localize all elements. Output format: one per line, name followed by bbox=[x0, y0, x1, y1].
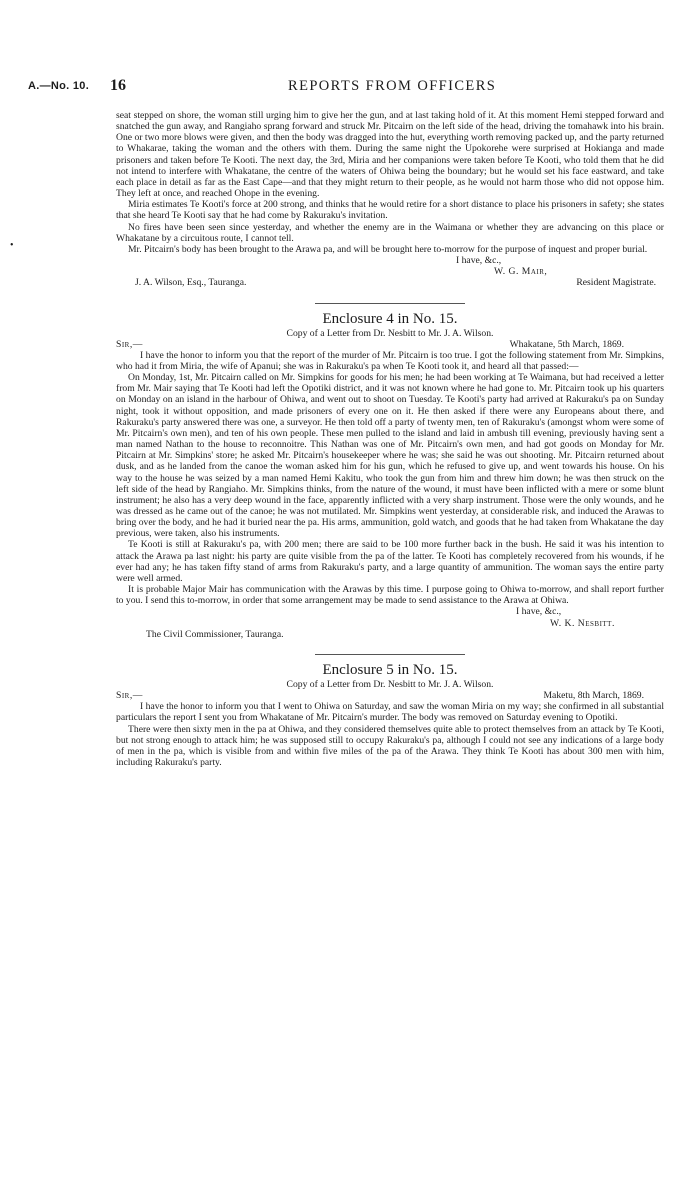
page-header bbox=[28, 77, 668, 100]
salutation: Sir,— bbox=[116, 338, 143, 350]
salutation: Sir,— bbox=[116, 690, 143, 702]
addressee: J. A. Wilson, Esq., Tauranga. bbox=[135, 277, 247, 289]
place-date: Whakatane, 5th March, 1869. bbox=[509, 338, 624, 350]
addressee: The Civil Commissioner, Tauranga. bbox=[146, 628, 284, 640]
paragraph: I have the honor to inform you that the report of the murder of Mr. Pitcairn is too true. I got the following statement from Mr. Simpkins, who had it from Miria, the wife of Apanui; she was in Rakuraku's pa when Te Kooti took it, and heard all that passed:— bbox=[116, 349, 664, 372]
paragraph: I have the honor to inform you that I went to Ohiwa on Saturday, and saw the woman Miria on my way; she confirmed in all substantial particulars the report I sent you from Whakatane of Mr. Pitcairn's murder. The body was removed on Saturday evening to Opotiki. bbox=[116, 701, 664, 724]
document-reference: A.—No. 10. bbox=[28, 80, 90, 92]
paragraph: There were then sixty men in the pa at Ohiwa, and they considered themselves quite able to protect themselves from an attack by Te Kooti, but not strong enough to attack him; he was supposed still to occupy Rakuraku's pa, although I could not see any indications of a large body of men in the pa, which is visible from and within five miles of the pa of the Arawa. They think Te Kooti has about 300 men with him, including Rakuraku's party. bbox=[116, 723, 664, 768]
body-text bbox=[116, 110, 664, 768]
closing: I have, &c., bbox=[456, 255, 502, 267]
signatory-title: Resident Magistrate. bbox=[576, 277, 656, 289]
paragraph: No fires have been seen since yesterday, and whether the enemy are in the Waimana or whether they are advancing on this place or Whakatane by a circuitous route, I cannot tell. bbox=[116, 221, 664, 244]
enclosure-5-title: Enclosure 5 in No. 15. bbox=[322, 661, 458, 678]
signatory-name: W. K. Nesbitt. bbox=[550, 617, 615, 629]
enclosure-5-subtitle: Copy of a Letter from Dr. Nesbitt to Mr. J. A. Wilson. bbox=[286, 678, 494, 690]
paragraph: Miria estimates Te Kooti's force at 200 strong, and thinks that he would retire for a short distance to place his prisoners in safety; she states that she heard Te Kooti say that he had come by Rakuraku's invitation. bbox=[116, 199, 664, 222]
paragraph: seat stepped on shore, the woman still urging him to give her the gun, and at last taking hold of it. At this moment Hemi stepped forward and snatched the gun away, and Rangiaho sprang forward and struck Mr. Pitcairn on the left side of the head, driving the tomahawk into his brain. One or two more blows were given, and then the body was dragged into the hut, everything worth removing packed up, and the party returned to Whakarae, taking the woman and the others with them. During the same night the Upokorehe were surprised at Hokianga and made prisoners and taken before Te Kooti. The next day, the 3rd, Miria and her companions were taken before Te Kooti, who told them that he did not intend to interfere with Whakatane, the centre of the waters of Ohiwa being the boundary; but he would set his face eastward, and take each place in detail as far as the East Cape—and that they might return to their people, as he would not harm those who did not oppose him. They left at once, and reached Ohope in the evening. bbox=[116, 110, 664, 200]
enclosure-4-title: Enclosure 4 in No. 15. bbox=[322, 310, 458, 327]
paragraph: On Monday, 1st, Mr. Pitcairn called on Mr. Simpkins for goods for his men; he had been working at Te Waimana, but had received a letter from Mr. Mair saying that Te Kooti had left the Opotiki district, and it was not known where he had gone to. Mr. Pitcairn took up his quarters on Monday on an island in the harbour of Ohiwa, and went out to shoot on Tuesday. Te Kooti's party had arrived at Rakuraku's pa on Sunday night, took it without opposition, and made prisoners of every one on it. He then asked if there were any Europeans about there, and Rakuraku's party answered there was one, a surveyor. He then told off a party of twenty men, ten of Rakuraku's (amongst whom were some of Mr. Pitcairn's own men), and ten of his own people. These men pulled to the island and laid in ambush till evening, previously having sent a man named Nathan to the house to reconnoitre. This Nathan was one of Mr. Pitcairn's own men, and had got goods on Monday for Mr. Pitcairn at Mr. Simpkins' store; he asked Mr. Pitcairn's housekeeper where he was; she said he was out shooting. Mr. Pitcairn returned about dusk, and as he landed from the canoe the woman asked him for his gun, which he refused to give up, and went towards his house. On his way to the house he was seized by a man named Hemi Kakitu, who took the gun from him and threw him down; he was then struck on the left side of the head by Rangiaho. Mr. Simpkins thinks, from the nature of the wound, it must have been inflicted with a mere or some blunt instrument; he also has a very deep wound in the face, apparently inflicted with a very sharp instrument. Those were the only wounds, and he was dressed as he came out of the canoe; he was not mutilated. Mr. Simpkins went yesterday, at considerable risk, and induced the Arawas to bring over the body, and he had it buried near the pa. His arms, ammunition, gold watch, and goods that he had taken from Whakatane the day previous, were taken, also his instruments. bbox=[116, 372, 664, 540]
salutation-line bbox=[116, 690, 664, 701]
place-date: Maketu, 8th March, 1869. bbox=[543, 690, 644, 702]
signature-line bbox=[116, 277, 664, 288]
closing: I have, &c., bbox=[516, 606, 562, 618]
paragraph: Mr. Pitcairn's body has been brought to the Arawa pa, and will be brought here to-morrow for the purpose of inquest and proper burial. bbox=[128, 243, 648, 255]
paragraph: It is probable Major Mair has communication with the Arawas by this time. I purpose going to Ohiwa to-morrow, and shall report further to you. I send this to-morrow, in order that some arrangement may be made to send assistance to the Arawa at Ohiwa. bbox=[116, 584, 664, 607]
paragraph: Te Kooti is still at Rakuraku's pa, with 200 men; there are said to be 100 more further back in the bush. He said it was his intention to attack the Arawa pa last night: his party are quite visible from the pa of the latter. Te Kooti has completely recovered from his wounds, if he ever had any; he has taken fifty stand of arms from Rakuraku's party, and a large quantity of ammunition. The woman says the entire party were well armed. bbox=[116, 539, 664, 584]
margin-bullet: • bbox=[10, 240, 14, 251]
section-divider bbox=[315, 654, 465, 655]
section-divider bbox=[315, 303, 465, 304]
salutation-line bbox=[116, 339, 664, 350]
running-title: REPORTS FROM OFFICERS bbox=[288, 78, 497, 94]
page-number: 16 bbox=[110, 77, 126, 94]
signatory-name: W. G. Mair, bbox=[494, 266, 548, 278]
enclosure-4-subtitle: Copy of a Letter from Dr. Nesbitt to Mr. J. A. Wilson. bbox=[286, 327, 494, 339]
